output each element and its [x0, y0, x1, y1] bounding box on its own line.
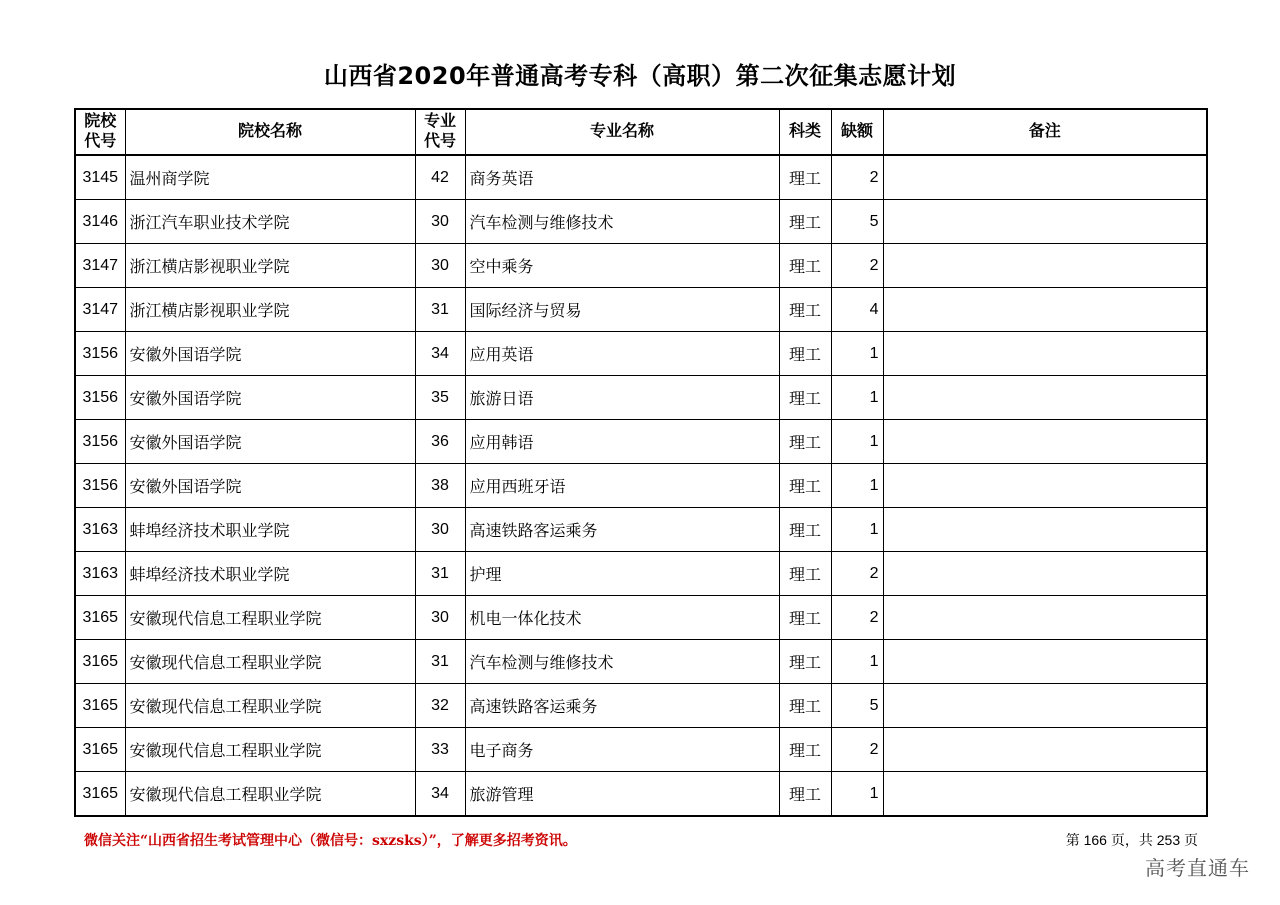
page-info: 第 166 页，共 253 页 — [1065, 832, 1198, 848]
table-row — [75, 420, 1207, 464]
cell-category: 理工 — [779, 464, 831, 508]
cell-major-code: 30 — [415, 596, 465, 640]
cell-school-code: 3165 — [75, 772, 125, 817]
cell-major-code: 36 — [415, 420, 465, 464]
cell-remark — [883, 640, 1207, 684]
cell-vacancy: 4 — [831, 288, 883, 332]
cell-vacancy: 2 — [831, 244, 883, 288]
cell-category: 理工 — [779, 244, 831, 288]
cell-remark — [883, 376, 1207, 420]
cell-major-name: 护理 — [465, 552, 779, 596]
cell-major-name: 汽车检测与维修技术 — [465, 640, 779, 684]
cell-major-code: 42 — [415, 155, 465, 200]
cell-school-name: 安徽外国语学院 — [125, 332, 415, 376]
cell-major-name: 旅游日语 — [465, 376, 779, 420]
cell-remark — [883, 332, 1207, 376]
cell-school-code: 3156 — [75, 332, 125, 376]
table-header-row — [75, 109, 1207, 155]
cell-remark — [883, 420, 1207, 464]
cell-remark — [883, 200, 1207, 244]
cell-school-code: 3145 — [75, 155, 125, 200]
table-body — [75, 155, 1207, 816]
cell-remark — [883, 288, 1207, 332]
cell-category: 理工 — [779, 684, 831, 728]
cell-category: 理工 — [779, 772, 831, 817]
cell-category: 理工 — [779, 508, 831, 552]
cell-major-name: 高速铁路客运乘务 — [465, 508, 779, 552]
cell-school-name: 安徽外国语学院 — [125, 420, 415, 464]
cell-remark — [883, 464, 1207, 508]
cell-vacancy: 1 — [831, 508, 883, 552]
cell-vacancy: 1 — [831, 376, 883, 420]
footer-wechat-note: 微信关注“山西省招生考试管理中心（微信号：sxzsks）”，了解更多招考资讯。 — [84, 833, 577, 849]
cell-major-code: 33 — [415, 728, 465, 772]
cell-remark — [883, 596, 1207, 640]
header-major-code: 专业代号 — [415, 109, 465, 155]
table-row — [75, 684, 1207, 728]
cell-major-name: 电子商务 — [465, 728, 779, 772]
cell-remark — [883, 552, 1207, 596]
cell-remark — [883, 508, 1207, 552]
cell-vacancy: 1 — [831, 332, 883, 376]
cell-school-code: 3147 — [75, 244, 125, 288]
cell-major-code: 30 — [415, 508, 465, 552]
cell-category: 理工 — [779, 288, 831, 332]
cell-remark — [883, 155, 1207, 200]
cell-remark — [883, 772, 1207, 817]
cell-major-code: 31 — [415, 640, 465, 684]
cell-school-name: 安徽现代信息工程职业学院 — [125, 684, 415, 728]
cell-major-name: 商务英语 — [465, 155, 779, 200]
cell-school-code: 3146 — [75, 200, 125, 244]
cell-major-code: 35 — [415, 376, 465, 420]
header-remark: 备注 — [883, 109, 1207, 155]
cell-school-code: 3165 — [75, 596, 125, 640]
header-major-name: 专业名称 — [465, 109, 779, 155]
cell-school-name: 浙江横店影视职业学院 — [125, 244, 415, 288]
table-row — [75, 200, 1207, 244]
cell-remark — [883, 684, 1207, 728]
cell-school-code: 3156 — [75, 420, 125, 464]
cell-vacancy: 1 — [831, 772, 883, 817]
cell-school-name: 安徽外国语学院 — [125, 376, 415, 420]
cell-remark — [883, 244, 1207, 288]
table-row — [75, 464, 1207, 508]
cell-vacancy: 2 — [831, 728, 883, 772]
table-row — [75, 772, 1207, 817]
cell-major-name: 旅游管理 — [465, 772, 779, 817]
cell-major-code: 34 — [415, 772, 465, 817]
table-row — [75, 244, 1207, 288]
cell-school-name: 安徽外国语学院 — [125, 464, 415, 508]
table-row — [75, 332, 1207, 376]
plan-table — [74, 108, 1208, 817]
cell-school-name: 蚌埠经济技术职业学院 — [125, 552, 415, 596]
cell-vacancy: 2 — [831, 596, 883, 640]
cell-school-code: 3156 — [75, 376, 125, 420]
cell-remark — [883, 728, 1207, 772]
header-category: 科类 — [779, 109, 831, 155]
cell-major-name: 空中乘务 — [465, 244, 779, 288]
table-row — [75, 508, 1207, 552]
cell-vacancy: 5 — [831, 684, 883, 728]
cell-category: 理工 — [779, 552, 831, 596]
table-row — [75, 552, 1207, 596]
cell-school-name: 安徽现代信息工程职业学院 — [125, 728, 415, 772]
table-row — [75, 288, 1207, 332]
cell-school-code: 3165 — [75, 684, 125, 728]
cell-category: 理工 — [779, 640, 831, 684]
header-school-name: 院校名称 — [125, 109, 415, 155]
table-row — [75, 596, 1207, 640]
cell-major-name: 汽车检测与维修技术 — [465, 200, 779, 244]
cell-major-code: 32 — [415, 684, 465, 728]
cell-major-code: 30 — [415, 200, 465, 244]
cell-vacancy: 1 — [831, 640, 883, 684]
cell-school-name: 温州商学院 — [125, 155, 415, 200]
cell-major-name: 应用西班牙语 — [465, 464, 779, 508]
header-school-code: 院校代号 — [75, 109, 125, 155]
cell-school-name: 蚌埠经济技术职业学院 — [125, 508, 415, 552]
cell-category: 理工 — [779, 728, 831, 772]
cell-school-name: 安徽现代信息工程职业学院 — [125, 596, 415, 640]
cell-school-name: 安徽现代信息工程职业学院 — [125, 640, 415, 684]
cell-school-code: 3165 — [75, 728, 125, 772]
cell-major-code: 38 — [415, 464, 465, 508]
cell-school-code: 3163 — [75, 552, 125, 596]
page-title: 山西省2020年普通高考专科（高职）第二次征集志愿计划 — [323, 62, 957, 90]
cell-major-name: 应用英语 — [465, 332, 779, 376]
table-row — [75, 728, 1207, 772]
cell-major-code: 31 — [415, 552, 465, 596]
cell-major-code: 31 — [415, 288, 465, 332]
cell-school-code: 3165 — [75, 640, 125, 684]
cell-category: 理工 — [779, 200, 831, 244]
cell-category: 理工 — [779, 596, 831, 640]
cell-category: 理工 — [779, 332, 831, 376]
cell-vacancy: 2 — [831, 155, 883, 200]
cell-major-name: 国际经济与贸易 — [465, 288, 779, 332]
cell-vacancy: 2 — [831, 552, 883, 596]
cell-category: 理工 — [779, 155, 831, 200]
cell-major-code: 34 — [415, 332, 465, 376]
cell-school-code: 3147 — [75, 288, 125, 332]
cell-category: 理工 — [779, 376, 831, 420]
watermark: 高考直通车 — [1145, 856, 1250, 880]
header-vacancy: 缺额 — [831, 109, 883, 155]
cell-vacancy: 5 — [831, 200, 883, 244]
cell-school-code: 3163 — [75, 508, 125, 552]
table-row — [75, 640, 1207, 684]
cell-school-name: 浙江汽车职业技术学院 — [125, 200, 415, 244]
cell-major-name: 高速铁路客运乘务 — [465, 684, 779, 728]
cell-category: 理工 — [779, 420, 831, 464]
table-row — [75, 376, 1207, 420]
cell-school-name: 浙江横店影视职业学院 — [125, 288, 415, 332]
cell-major-name: 应用韩语 — [465, 420, 779, 464]
cell-major-name: 机电一体化技术 — [465, 596, 779, 640]
cell-major-code: 30 — [415, 244, 465, 288]
cell-school-name: 安徽现代信息工程职业学院 — [125, 772, 415, 817]
cell-vacancy: 1 — [831, 420, 883, 464]
cell-vacancy: 1 — [831, 464, 883, 508]
table-row — [75, 155, 1207, 200]
cell-school-code: 3156 — [75, 464, 125, 508]
